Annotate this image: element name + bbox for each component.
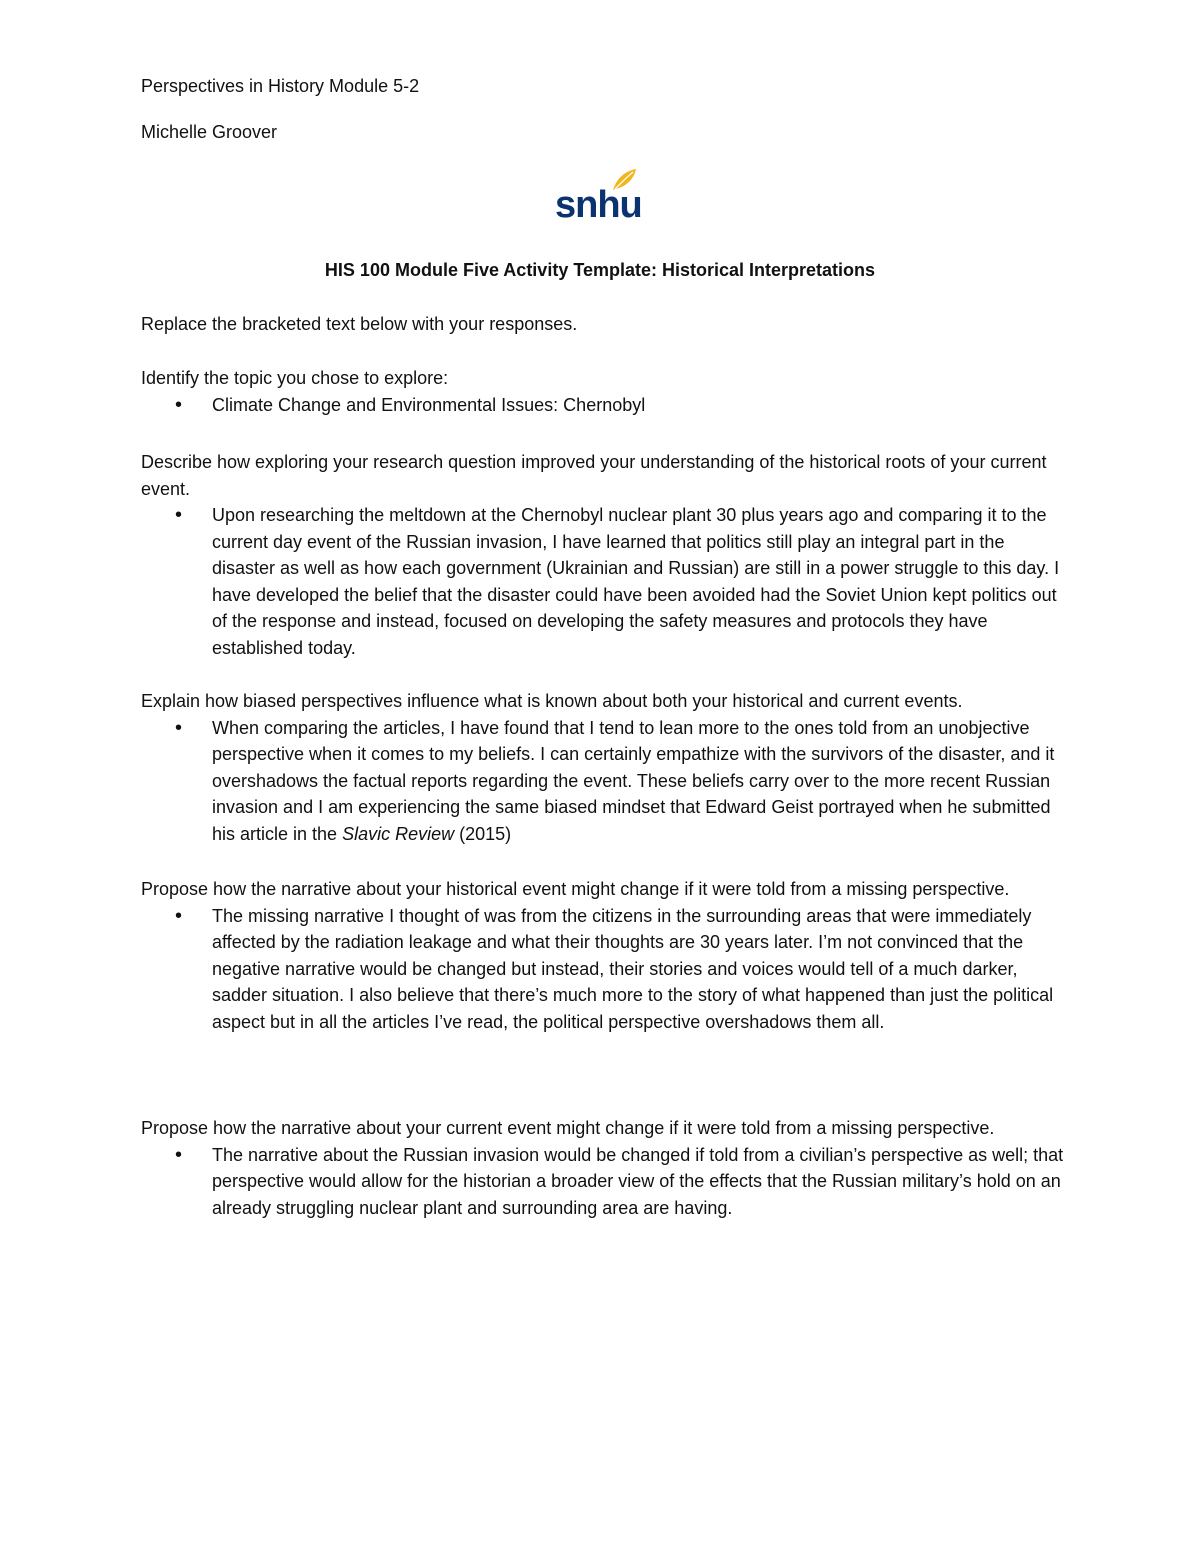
question-1-answer: • Upon researching the meltdown at the Chernobyl nuclear plant 30 plus years ago and comparing it to the current day event of the Russian invasion, I have learned that politics still play an integral part in the disaster as well as how each government (Ukrainian and Russian) are still in a power struggle to this day. I have developed the belief that the disaster could have been avoided had the Soviet Union kept politics out of the response and instead, focused on developing the safety measures and protocols they have established today. xyxy=(212,502,1071,661)
question-3-answer: • The missing narrative I thought of was from the citizens in the surrounding areas that were immediately affected by the radiation leakage and what their thoughts are 30 years later. I’m not convinced that the negative narrative would be changed but instead, their stories and voices would tell of a much darker, sadder situation. I also believe that there’s much more to the story of what happened than just the political aspect but in all the articles I’ve read, the political perspective overshadows them all. xyxy=(212,903,1071,1036)
logo-wordmark: snhu xyxy=(555,184,642,226)
author-name: Michelle Groover xyxy=(141,122,278,142)
question-2-answer-text: When comparing the articles, I have found that I tend to lean more to the ones told from an unobjective perspective when it comes to my beliefs. I can certainly empathize with the survivors of the disaster, and it overshadows the factual reports regarding the event. These beliefs carry over to the more recent Russian invasion and I am experiencing the same biased mindset that Edward Geist portrayed when he submitted his article in the xyxy=(212,717,1055,844)
topic-prompt: Identify the topic you chose to explore: xyxy=(141,368,449,388)
course-line: Perspectives in History Module 5-2 xyxy=(141,76,420,96)
question-1-section xyxy=(141,449,1071,661)
topic-answer-list xyxy=(141,392,1071,419)
topic-answer: • Climate Change and Environmental Issues: Chernobyl xyxy=(212,392,1071,419)
question-3-answer-list xyxy=(141,903,1071,1036)
question-2-prompt: Explain how biased perspectives influence what is known about both your historical and current events. xyxy=(141,691,963,711)
document-title: HIS 100 Module Five Activity Template: Historical Interpretations xyxy=(324,260,876,280)
question-4-answer-list xyxy=(141,1142,1071,1222)
instructions xyxy=(141,311,1071,338)
instructions-text: Replace the bracketed text below with your responses. xyxy=(141,314,578,334)
leaf-icon xyxy=(611,168,637,192)
question-3-prompt: Propose how the narrative about your historical event might change if it were told from a missing perspective. xyxy=(141,879,1010,899)
question-3-section xyxy=(141,876,1071,1035)
question-1-prompt: Describe how exploring your research question improved your understanding of the historical roots of your current event. xyxy=(141,452,1047,499)
question-4-answer: • The narrative about the Russian invasion would be changed if told from a civilian’s perspective as well; that perspective would allow for the historian a broader view of the effects that the Russian military’s hold on an already struggling nuclear plant and surrounding area are having. xyxy=(212,1142,1071,1222)
topic-section xyxy=(141,365,1071,418)
question-2-section xyxy=(141,688,1071,847)
journal-title: Slavic Review xyxy=(342,823,455,844)
question-2-answer xyxy=(212,715,1071,848)
question-2-answer-year: (2015) xyxy=(454,823,512,844)
question-4-prompt: Propose how the narrative about your current event might change if it were told from a missing perspective. xyxy=(141,1118,995,1138)
question-2-answer-list xyxy=(141,715,1071,848)
question-1-answer-list xyxy=(141,502,1071,661)
snhu-logo xyxy=(555,168,641,224)
question-4-section xyxy=(141,1115,1071,1221)
